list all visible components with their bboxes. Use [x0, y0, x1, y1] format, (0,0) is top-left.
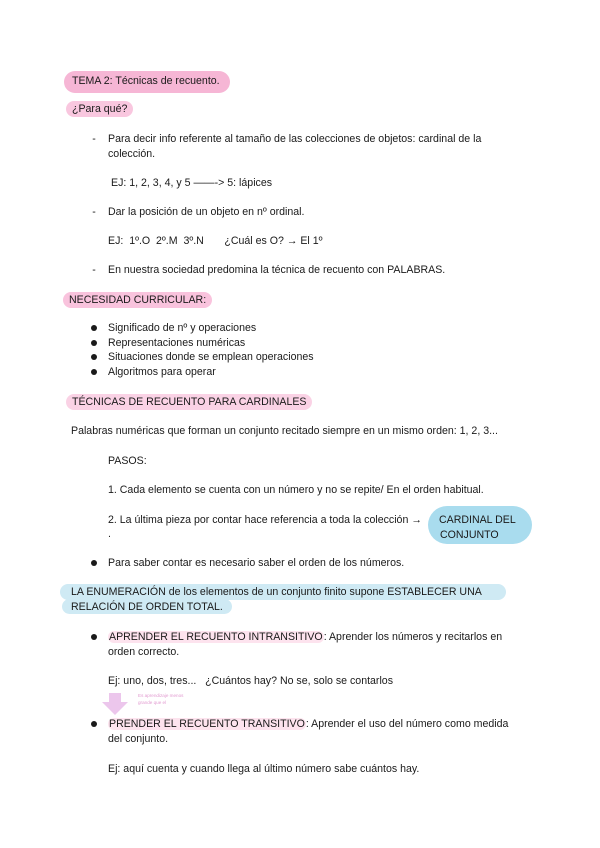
- down-arrow-icon: [100, 692, 130, 716]
- paso-1: 1. Cada elemento se cuenta con un número y no se repite/ En el orden habitual.: [108, 484, 484, 496]
- example-line-1: EJ: 1, 2, 3, 4, y 5 ——-> 5: lápices: [111, 177, 273, 189]
- cardinal-highlight-line2: CONJUNTO: [440, 529, 499, 541]
- section-heading-necesidad: NECESIDAD CURRICULAR:: [63, 292, 212, 308]
- dash-marker: -: [92, 133, 96, 145]
- bullet-dot: [91, 354, 97, 360]
- ejemplo-transitivo: Ej: aquí cuenta y cuando llega al último número sabe cuántos hay.: [108, 763, 420, 775]
- section-heading-para-que: ¿Para qué?: [66, 101, 133, 117]
- para-que-item-3: En nuestra sociedad predomina la técnica de recuento con PALABRAS.: [108, 264, 446, 276]
- ejemplo-intransitivo: Ej: uno, dos, tres... ¿Cuántos hay? No se, solo se contarlos: [108, 675, 393, 687]
- tecnicas-bullet: Para saber contar es necesario saber el orden de los números.: [108, 557, 405, 569]
- paso-2-dot: .: [108, 528, 111, 540]
- para-que-item-1-line1: Para decir info referente al tamaño de las colecciones de objetos: cardinal de la: [108, 133, 482, 145]
- section-heading-tecnicas: TÉCNICAS DE RECUENTO PARA CARDINALES: [66, 394, 312, 410]
- bullet-dot: [91, 634, 97, 640]
- necesidad-item: Significado de nº y operaciones: [108, 322, 257, 334]
- enumeracion-line2: RELACIÓN DE ORDEN TOTAL.: [71, 601, 223, 613]
- paso-2: 2. La última pieza por contar hace referencia a toda la colección →: [108, 514, 422, 526]
- necesidad-item: Representaciones numéricas: [108, 337, 246, 349]
- dash-marker: -: [92, 206, 96, 218]
- intransitivo-highlight: APRENDER EL RECUENTO INTRANSITIVO: [109, 631, 323, 643]
- para-que-item-2: Dar la posición de un objeto en nº ordinal.: [108, 206, 305, 218]
- intransitivo-rest: : Aprender los números y recitarlos en: [323, 631, 503, 643]
- cardinal-highlight-line1: CARDINAL DEL: [439, 514, 516, 526]
- intransitivo-line1: [108, 630, 502, 644]
- page-title: TEMA 2: Técnicas de recuento.: [64, 71, 230, 93]
- bullet-dot: [91, 560, 97, 566]
- transitivo-line2: del conjunto.: [108, 733, 169, 745]
- transitivo-line1: [108, 717, 508, 731]
- necesidad-item: Algoritmos para operar: [108, 366, 216, 378]
- transitivo-rest: : Aprender el uso del número como medida: [305, 718, 509, 730]
- dash-marker: -: [92, 264, 96, 276]
- bullet-dot: [91, 721, 97, 727]
- pasos-label: PASOS:: [108, 455, 147, 467]
- tecnicas-intro: Palabras numéricas que forman un conjunto recitado siempre en un mismo orden: 1, 2, 3...: [71, 425, 498, 437]
- enumeracion-line1: LA ENUMERACIÓN de los elementos de un conjunto finito supone ESTABLECER UNA: [71, 586, 482, 598]
- handwritten-note-line2: grande que el: [138, 700, 167, 705]
- bullet-dot: [91, 325, 97, 331]
- necesidad-item: Situaciones donde se emplean operaciones: [108, 351, 314, 363]
- bullet-dot: [91, 369, 97, 375]
- example-line-2: EJ: 1º.O 2º.M 3º.N ¿Cuál es O? → El 1º: [108, 235, 323, 247]
- transitivo-highlight: PRENDER EL RECUENTO TRANSITIVO: [109, 718, 305, 730]
- intransitivo-line2: orden correcto.: [108, 646, 180, 658]
- handwritten-note-line1: Es aprendizaje menos: [138, 693, 184, 698]
- bullet-dot: [91, 340, 97, 346]
- para-que-item-1-line2: colección.: [108, 148, 156, 160]
